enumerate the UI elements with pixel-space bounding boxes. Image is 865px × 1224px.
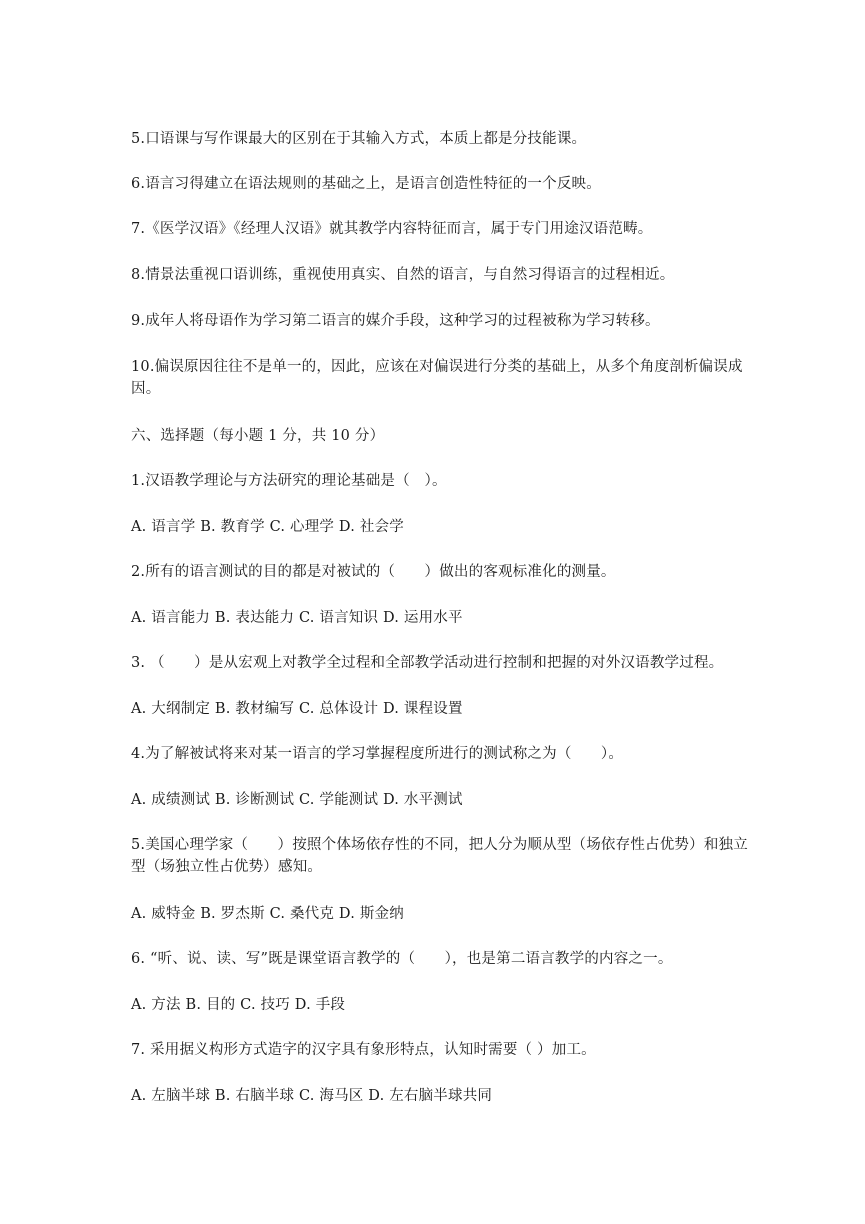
- question-3-options: A. 大纲制定 B. 教材编写 C. 总体设计 D. 课程设置: [131, 701, 463, 717]
- question-7-options: A. 左脑半球 B. 右脑半球 C. 海马区 D. 左右脑半球共同: [131, 1088, 493, 1104]
- judgement-item-6: 6.语言习得建立在语法规则的基础之上，是语言创造性特征的一个反映。: [131, 176, 601, 192]
- question-2-options: A. 语言能力 B. 表达能力 C. 语言知识 D. 运用水平: [131, 610, 463, 626]
- question-1-options: A. 语言学 B. 教育学 C. 心理学 D. 社会学: [131, 519, 404, 535]
- question-5-options: A. 威特金 B. 罗杰斯 C. 桑代克 D. 斯金纳: [131, 906, 404, 922]
- judgement-item-8: 8.情景法重视口语训练，重视使用真实、自然的语言，与自然习得语言的过程相近。: [131, 267, 675, 283]
- question-7-stem: 7. 采用据义构形方式造字的汉字具有象形特点，认知时需要（ ）加工。: [131, 1042, 596, 1058]
- question-3-stem: 3. （ ）是从宏观上对教学全过程和全部教学活动进行控制和把握的对外汉语教学过程。: [131, 655, 724, 671]
- judgement-item-5: 5.口语课与写作课最大的区别在于其输入方式，本质上都是分技能课。: [131, 131, 587, 147]
- question-6-stem: 6. “听、说、读、写”既是课堂语言教学的（ ），也是第二语言教学的内容之一。: [131, 951, 673, 967]
- judgement-item-10: 10.偏误原因往往不是单一的，因此，应该在对偏误进行分类的基础上，从多个角度剖析偏误成因。: [131, 359, 743, 397]
- question-4-options: A. 成绩测试 B. 诊断测试 C. 学能测试 D. 水平测试: [131, 792, 463, 808]
- question-1-stem: 1.汉语教学理论与方法研究的理论基础是（ ）。: [131, 473, 447, 489]
- question-2-stem: 2.所有的语言测试的目的都是对被试的（ ）做出的客观标准化的测量。: [131, 564, 616, 580]
- question-4-stem: 4.为了解被试将来对某一语言的学习掌握程度所进行的测试称之为（ ）。: [131, 746, 624, 762]
- question-5-stem: 5.美国心理学家（ ）按照个体场依存性的不同，把人分为顺从型（场依存性占优势）和独立型（场独立性占优势）感知。: [131, 837, 748, 875]
- question-6-options: A. 方法 B. 目的 C. 技巧 D. 手段: [131, 997, 346, 1013]
- judgement-item-7: 7.《医学汉语》《经理人汉语》就其教学内容特征而言，属于专门用途汉语范畴。: [131, 221, 653, 237]
- section-title: 六、选择题（每小题 1 分，共 10 分）: [131, 428, 385, 444]
- judgement-item-9: 9.成年人将母语作为学习第二语言的媒介手段，这种学习的过程被称为学习转移。: [131, 313, 660, 329]
